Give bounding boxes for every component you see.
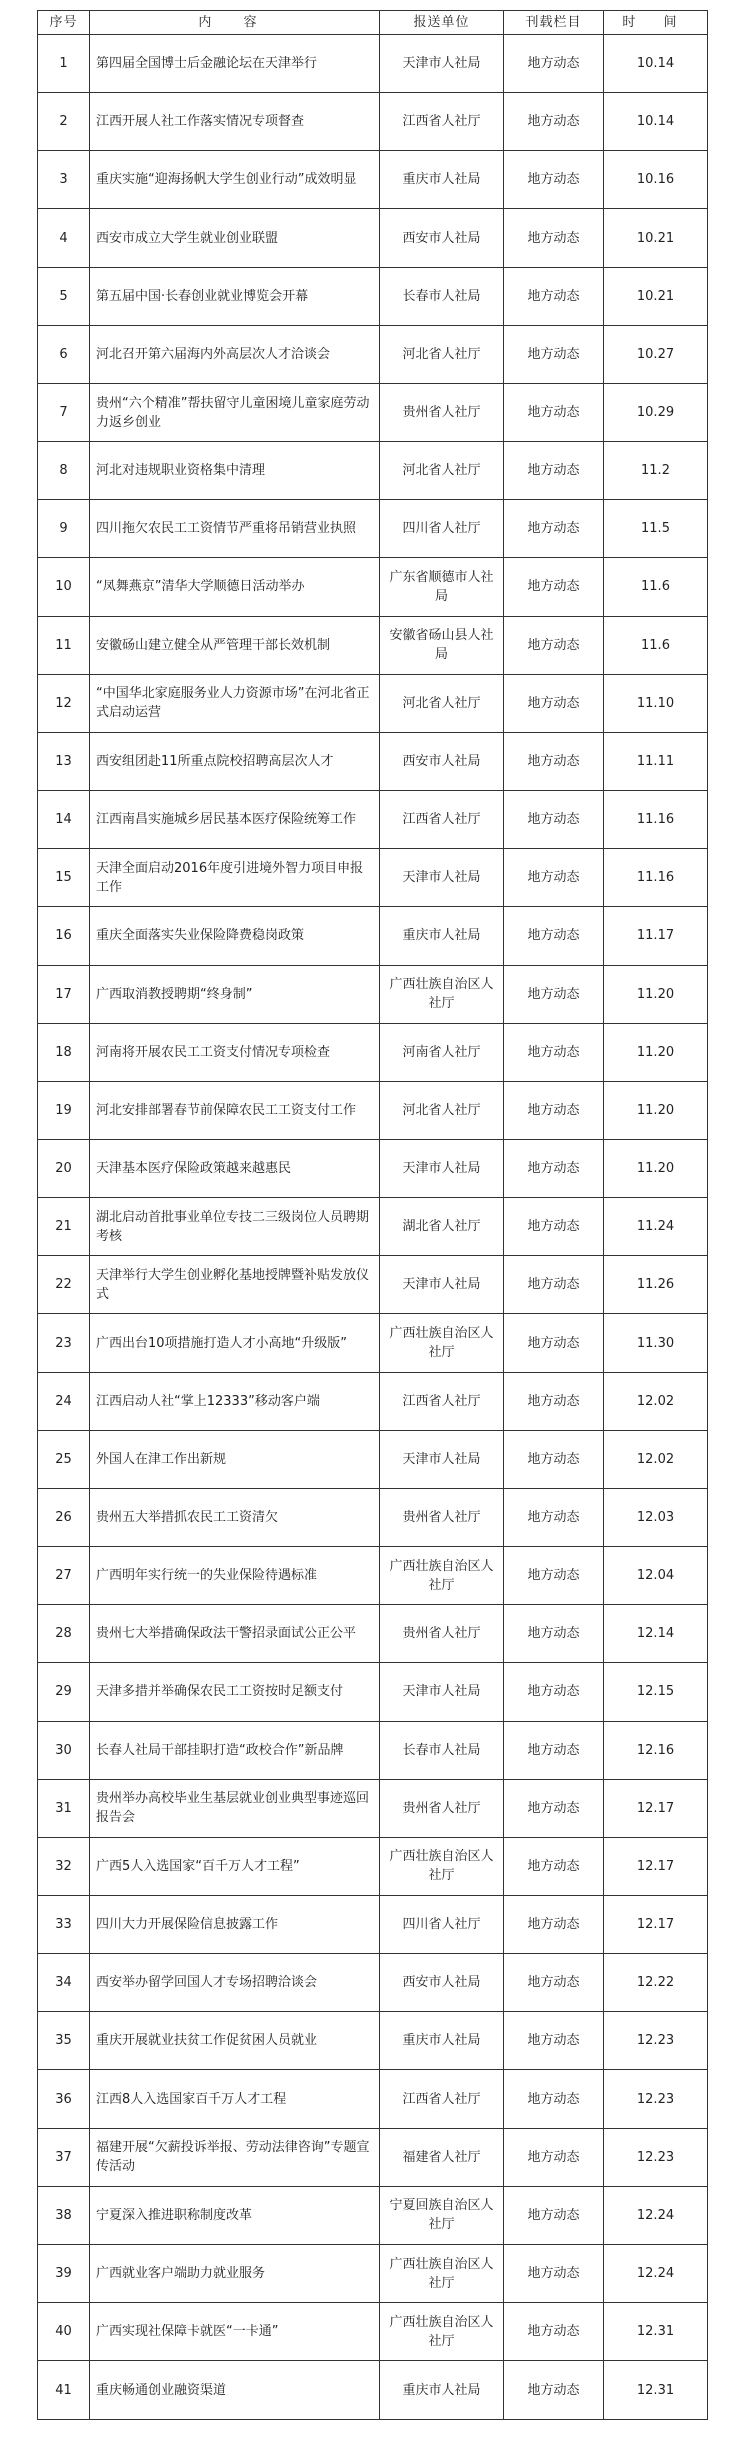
row-number: 23 [38,1314,90,1372]
row-column: 地方动态 [504,558,604,616]
row-date: 10.14 [604,93,708,151]
row-column: 地方动态 [504,93,604,151]
row-column: 地方动态 [504,1139,604,1197]
table-row [38,2070,708,2128]
row-title: 长春人社局干部挂职打造“政校合作”新品牌 [90,1721,380,1779]
table-row [38,2303,708,2361]
row-unit: 重庆市人社局 [380,2012,504,2070]
table-body [38,35,708,2420]
row-title: 河北对违规职业资格集中清理 [90,442,380,500]
row-number: 38 [38,2186,90,2244]
row-title: 重庆实施“迎海扬帆大学生创业行动”成效明显 [90,151,380,209]
row-column: 地方动态 [504,1023,604,1081]
table-row [38,1779,708,1837]
row-title: 第四届全国博士后金融论坛在天津举行 [90,35,380,93]
row-unit: 安徽省砀山县人社局 [380,616,504,674]
row-title: 西安市成立大学生就业创业联盟 [90,209,380,267]
row-column: 地方动态 [504,1605,604,1663]
row-unit: 贵州省人社厅 [380,1488,504,1546]
row-number: 3 [38,151,90,209]
row-number: 11 [38,616,90,674]
row-title: “中国华北家庭服务业人力资源市场”在河北省正式启动运营 [90,674,380,732]
row-number: 5 [38,267,90,325]
report-table-container [37,10,707,2420]
row-unit: 天津市人社局 [380,35,504,93]
row-number: 27 [38,1547,90,1605]
row-date: 12.23 [604,2012,708,2070]
row-number: 4 [38,209,90,267]
table-row [38,849,708,907]
row-column: 地方动态 [504,1779,604,1837]
row-number: 14 [38,791,90,849]
row-date: 11.6 [604,558,708,616]
row-column: 地方动态 [504,2303,604,2361]
table-row [38,209,708,267]
row-unit: 河南省人社厅 [380,1023,504,1081]
row-unit: 重庆市人社局 [380,2361,504,2420]
row-column: 地方动态 [504,965,604,1023]
row-number: 36 [38,2070,90,2128]
row-date: 11.26 [604,1256,708,1314]
row-number: 30 [38,1721,90,1779]
row-date: 11.11 [604,732,708,790]
row-column: 地方动态 [504,674,604,732]
row-date: 12.22 [604,1954,708,2012]
row-title: 天津举行大学生创业孵化基地授牌暨补贴发放仪式 [90,1256,380,1314]
row-date: 10.16 [604,151,708,209]
table-row [38,1954,708,2012]
row-unit: 贵州省人社厅 [380,383,504,441]
row-date: 10.21 [604,267,708,325]
row-unit: 重庆市人社局 [380,151,504,209]
row-date: 10.29 [604,383,708,441]
row-title: 重庆畅通创业融资渠道 [90,2361,380,2420]
row-column: 地方动态 [504,1663,604,1721]
row-date: 12.03 [604,1488,708,1546]
row-title: 天津多措并举确保农民工工资按时足额支付 [90,1663,380,1721]
row-unit: 福建省人社厅 [380,2128,504,2186]
row-date: 12.14 [604,1605,708,1663]
table-row [38,1256,708,1314]
row-number: 24 [38,1372,90,1430]
row-column: 地方动态 [504,2012,604,2070]
header-num: 序号 [38,11,90,35]
row-title: 贵州五大举措抓农民工工资清欠 [90,1488,380,1546]
table-row [38,1198,708,1256]
table-row [38,35,708,93]
row-title: 贵州“六个精准”帮扶留守儿童困境儿童家庭劳动力返乡创业 [90,383,380,441]
row-title: 宁夏深入推进职称制度改革 [90,2186,380,2244]
row-date: 12.02 [604,1430,708,1488]
table-row [38,2128,708,2186]
row-date: 11.20 [604,965,708,1023]
row-date: 10.21 [604,209,708,267]
row-date: 12.31 [604,2361,708,2420]
row-column: 地方动态 [504,209,604,267]
row-title: 江西8人入选国家百千万人才工程 [90,2070,380,2128]
row-number: 12 [38,674,90,732]
table-row [38,1837,708,1895]
table-row [38,1488,708,1546]
row-column: 地方动态 [504,1256,604,1314]
row-column: 地方动态 [504,383,604,441]
row-unit: 广西壮族自治区人社厅 [380,965,504,1023]
row-unit: 长春市人社局 [380,267,504,325]
row-column: 地方动态 [504,35,604,93]
row-number: 8 [38,442,90,500]
row-number: 31 [38,1779,90,1837]
report-table [37,10,708,2420]
row-date: 11.20 [604,1139,708,1197]
row-title: 天津基本医疗保险政策越来越惠民 [90,1139,380,1197]
row-number: 34 [38,1954,90,2012]
row-column: 地方动态 [504,2186,604,2244]
table-row [38,1081,708,1139]
row-title: 贵州举办高校毕业生基层就业创业典型事迹巡回报告会 [90,1779,380,1837]
row-column: 地方动态 [504,616,604,674]
row-number: 2 [38,93,90,151]
table-row [38,1605,708,1663]
row-column: 地方动态 [504,791,604,849]
row-unit: 四川省人社厅 [380,500,504,558]
row-number: 29 [38,1663,90,1721]
row-unit: 广东省顺德市人社局 [380,558,504,616]
table-row [38,151,708,209]
row-title: 贵州七大举措确保政法干警招录面试公正公平 [90,1605,380,1663]
row-unit: 西安市人社局 [380,732,504,790]
row-date: 11.17 [604,907,708,965]
table-row [38,1896,708,1954]
row-date: 11.20 [604,1081,708,1139]
row-title: 江西启动人社“掌上12333”移动客户端 [90,1372,380,1430]
row-number: 1 [38,35,90,93]
table-row [38,1547,708,1605]
table-row [38,965,708,1023]
row-number: 37 [38,2128,90,2186]
table-row [38,325,708,383]
row-column: 地方动态 [504,500,604,558]
row-title: 广西就业客户端助力就业服务 [90,2244,380,2302]
row-unit: 广西壮族自治区人社厅 [380,1837,504,1895]
row-title: 四川拖欠农民工工资情节严重将吊销营业执照 [90,500,380,558]
table-row [38,1372,708,1430]
row-column: 地方动态 [504,151,604,209]
row-number: 15 [38,849,90,907]
row-title: 河南将开展农民工工资支付情况专项检查 [90,1023,380,1081]
table-row [38,732,708,790]
row-unit: 河北省人社厅 [380,325,504,383]
row-unit: 贵州省人社厅 [380,1605,504,1663]
row-column: 地方动态 [504,1954,604,2012]
table-row [38,267,708,325]
row-date: 12.04 [604,1547,708,1605]
row-date: 11.2 [604,442,708,500]
row-number: 22 [38,1256,90,1314]
row-date: 12.23 [604,2128,708,2186]
row-number: 25 [38,1430,90,1488]
row-column: 地方动态 [504,267,604,325]
row-unit: 江西省人社厅 [380,1372,504,1430]
table-row [38,674,708,732]
row-unit: 广西壮族自治区人社厅 [380,2303,504,2361]
row-date: 11.16 [604,791,708,849]
row-number: 21 [38,1198,90,1256]
row-title: 安徽砀山建立健全从严管理干部长效机制 [90,616,380,674]
row-date: 10.27 [604,325,708,383]
row-title: 西安举办留学回国人才专场招聘洽谈会 [90,1954,380,2012]
row-unit: 天津市人社局 [380,1256,504,1314]
row-number: 39 [38,2244,90,2302]
table-row [38,1663,708,1721]
row-unit: 西安市人社局 [380,1954,504,2012]
row-title: 西安组团赴11所重点院校招聘高层次人才 [90,732,380,790]
row-column: 地方动态 [504,849,604,907]
table-row [38,1023,708,1081]
row-unit: 江西省人社厅 [380,93,504,151]
table-row [38,558,708,616]
row-unit: 广西壮族自治区人社厅 [380,1314,504,1372]
row-date: 12.17 [604,1896,708,1954]
row-number: 13 [38,732,90,790]
row-column: 地方动态 [504,1314,604,1372]
row-number: 19 [38,1081,90,1139]
row-column: 地方动态 [504,732,604,790]
row-number: 40 [38,2303,90,2361]
row-date: 11.24 [604,1198,708,1256]
table-row [38,1430,708,1488]
row-unit: 长春市人社局 [380,1721,504,1779]
row-unit: 重庆市人社局 [380,907,504,965]
row-date: 12.17 [604,1837,708,1895]
row-title: 广西实现社保障卡就医“一卡通” [90,2303,380,2361]
row-title: 广西出台10项措施打造人才小高地“升级版” [90,1314,380,1372]
row-number: 32 [38,1837,90,1895]
row-column: 地方动态 [504,1081,604,1139]
row-number: 17 [38,965,90,1023]
row-title: 广西5人入选国家“百千万人才工程” [90,1837,380,1895]
row-date: 11.6 [604,616,708,674]
table-row [38,1721,708,1779]
row-title: 广西取消教授聘期“终身制” [90,965,380,1023]
row-date: 11.30 [604,1314,708,1372]
row-title: 第五届中国·长春创业就业博览会开幕 [90,267,380,325]
table-row [38,791,708,849]
row-column: 地方动态 [504,442,604,500]
header-unit: 报送单位 [380,11,504,35]
row-unit: 广西壮族自治区人社厅 [380,1547,504,1605]
row-unit: 四川省人社厅 [380,1896,504,1954]
row-column: 地方动态 [504,1430,604,1488]
row-unit: 天津市人社局 [380,1430,504,1488]
row-unit: 天津市人社局 [380,849,504,907]
row-title: 天津全面启动2016年度引进境外智力项目申报工作 [90,849,380,907]
row-number: 9 [38,500,90,558]
table-row [38,442,708,500]
row-column: 地方动态 [504,1547,604,1605]
row-unit: 天津市人社局 [380,1663,504,1721]
row-title: 重庆开展就业扶贫工作促贫困人员就业 [90,2012,380,2070]
row-date: 12.24 [604,2186,708,2244]
row-date: 12.16 [604,1721,708,1779]
row-title: 广西明年实行统一的失业保险待遇标准 [90,1547,380,1605]
table-header [38,11,708,35]
table-row [38,2361,708,2420]
row-date: 11.10 [604,674,708,732]
table-row [38,907,708,965]
row-date: 11.16 [604,849,708,907]
row-column: 地方动态 [504,2070,604,2128]
row-unit: 江西省人社厅 [380,791,504,849]
row-column: 地方动态 [504,1896,604,1954]
table-row [38,93,708,151]
row-number: 20 [38,1139,90,1197]
row-number: 26 [38,1488,90,1546]
row-unit: 宁夏回族自治区人社厅 [380,2186,504,2244]
table-row [38,2012,708,2070]
row-date: 11.5 [604,500,708,558]
row-number: 35 [38,2012,90,2070]
row-date: 12.17 [604,1779,708,1837]
row-number: 41 [38,2361,90,2420]
row-unit: 河北省人社厅 [380,674,504,732]
row-unit: 贵州省人社厅 [380,1779,504,1837]
table-row [38,2186,708,2244]
table-row [38,500,708,558]
row-column: 地方动态 [504,1721,604,1779]
table-row [38,1139,708,1197]
row-title: 河北召开第六届海内外高层次人才洽谈会 [90,325,380,383]
row-number: 16 [38,907,90,965]
row-title: 河北安排部署春节前保障农民工工资支付工作 [90,1081,380,1139]
header-date: 时 间 [604,11,708,35]
row-title: 湖北启动首批事业单位专技二三级岗位人员聘期考核 [90,1198,380,1256]
row-number: 7 [38,383,90,441]
row-number: 28 [38,1605,90,1663]
row-date: 12.15 [604,1663,708,1721]
row-unit: 河北省人社厅 [380,442,504,500]
row-title: 外国人在津工作出新规 [90,1430,380,1488]
row-date: 12.02 [604,1372,708,1430]
row-number: 18 [38,1023,90,1081]
table-row [38,616,708,674]
row-unit: 江西省人社厅 [380,2070,504,2128]
header-row [38,11,708,35]
row-column: 地方动态 [504,1372,604,1430]
row-title: 江西南昌实施城乡居民基本医疗保险统筹工作 [90,791,380,849]
table-row [38,1314,708,1372]
row-number: 6 [38,325,90,383]
row-column: 地方动态 [504,325,604,383]
header-column: 刊载栏目 [504,11,604,35]
row-date: 12.24 [604,2244,708,2302]
row-column: 地方动态 [504,907,604,965]
row-column: 地方动态 [504,1488,604,1546]
row-unit: 广西壮族自治区人社厅 [380,2244,504,2302]
row-title: 福建开展“欠薪投诉举报、劳动法律咨询”专题宣传活动 [90,2128,380,2186]
row-date: 12.31 [604,2303,708,2361]
row-column: 地方动态 [504,2244,604,2302]
row-date: 11.20 [604,1023,708,1081]
row-column: 地方动态 [504,2128,604,2186]
row-unit: 湖北省人社厅 [380,1198,504,1256]
header-content: 内 容 [90,11,380,35]
row-number: 10 [38,558,90,616]
row-unit: 天津市人社局 [380,1139,504,1197]
row-column: 地方动态 [504,2361,604,2420]
row-date: 12.23 [604,2070,708,2128]
row-title: 四川大力开展保险信息披露工作 [90,1896,380,1954]
row-column: 地方动态 [504,1198,604,1256]
row-column: 地方动态 [504,1837,604,1895]
row-title: “凤舞燕京”清华大学顺德日活动举办 [90,558,380,616]
row-title: 重庆全面落实失业保险降费稳岗政策 [90,907,380,965]
row-date: 10.14 [604,35,708,93]
table-row [38,383,708,441]
table-row [38,2244,708,2302]
row-number: 33 [38,1896,90,1954]
row-unit: 河北省人社厅 [380,1081,504,1139]
row-unit: 西安市人社局 [380,209,504,267]
row-title: 江西开展人社工作落实情况专项督查 [90,93,380,151]
